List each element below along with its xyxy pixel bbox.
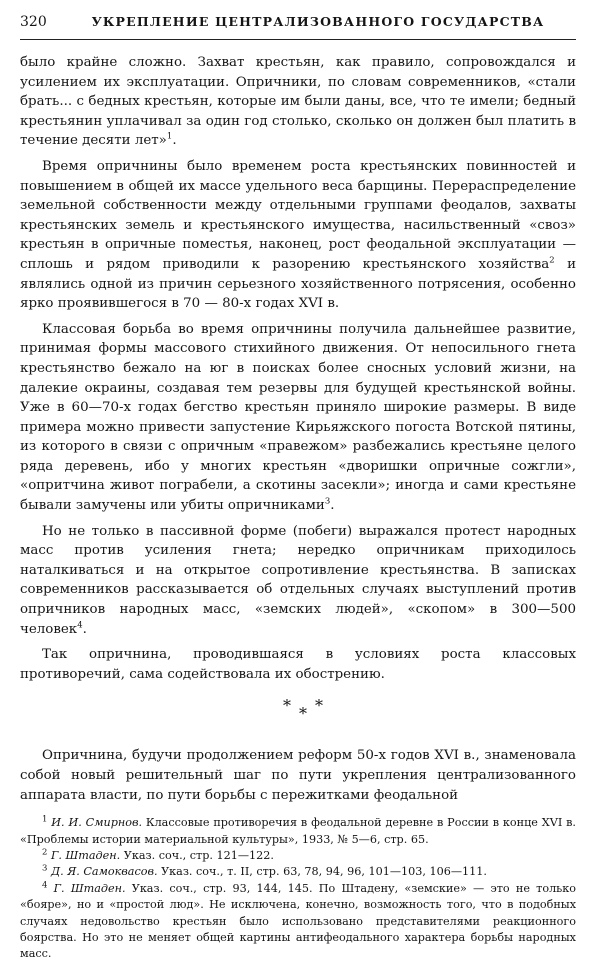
footnote-ref-2: 2	[549, 255, 555, 266]
page-header	[20, 14, 576, 40]
paragraph-1: было крайне сложно. Захват крестьян, как правило, сопровождался и усилением их эксплуатации. Опричники, по словам современников, «стали брать... с бедных крестьян, которые им были даны, все, что те имели; бедный крестьянин уплачивал за один год столько, сколько он должен был платить в течение десяти лет»$^1$.	[20, 55, 576, 149]
footnote-ref-4: 4	[77, 620, 83, 631]
paragraph-4: Но не только в пассивной форме (побеги) выражался протест народных масс против усиления гнета; нередко опричникам приходилось наталкиваться и на открытое сопротивление крестьянства. В записках современников рассказывается об отдельных случаях выступлений против опричников народных масс, «земских людей», «скопом» в 300—500 человек$^4$.	[20, 523, 576, 637]
footnote-1: $^1$ И. И. Смирнов. Классовые противоречия в феодальной деревне в России в конце XVI в. «Проблемы истории материальной культуры», 1933, № 5—6, стр. 65.	[20, 814, 576, 846]
asterisk: *	[315, 696, 333, 716]
footnote-3: $^3$ Д. Я. Самоквасов. Указ. соч., т. II, стр. 63, 78, 94, 96, 101—103, 106—111.	[42, 863, 487, 879]
footnote-ref-3: 3	[324, 496, 331, 507]
paragraph-6: Опричнина, будучи продолжением реформ 50-х годов XVI в., знаменовала собой новый решительный шаг по пути укрепления централизованного аппарата власти, по пути борьбы с пережитками феодальной	[20, 748, 576, 803]
paragraph-5: Так опричнина, проводившаяся в условиях роста классовых противоречий, сама содействовала их обострению.	[20, 647, 576, 682]
main-text	[20, 53, 576, 805]
page-number: 320	[20, 14, 47, 30]
asterisk: *	[283, 696, 301, 716]
section-asterism	[20, 696, 576, 724]
paragraph-3: Классовая борьба во время опричнины получила дальнейшее развитие, принимая формы массового стихийного движения. От непосильного гнета крестьянство бежало на юг в поисках более сносных условий жизни, на далекие окраины, создавая тем резервы для будущей крестьянской войны. Уже в 60—70-х годах бегство крестьян приняло широкие размеры. В виде примера можно привести запустение Кирьяжского погоста Вотской пятины, из которого в связи с опричным «правежом» разбежались крестьяне целого ряда деревень, ибо у многих крестьян «дворишки опричные сожгли», «опритчина живот пограбели, а скотины засекли»; иногда и сами крестьяне бывали замучены или убиты опричниками$^3$.	[20, 321, 576, 514]
footnote-ref-1: 1	[166, 131, 173, 142]
footnote-4: $^4$ Г. Штаден. Указ. соч., стр. 93, 144, 145. По Штадену, «земские» — это не только «бояре», но и «простой люд». Не исключена, конечно, возможность того, что в подобных случаях недовольство крестьян было использовано представителями реакционного боярства. Но это не меняет общей картины антифеодального характера борьбы народных масс.	[20, 880, 577, 961]
running-title: УКРЕПЛЕНИЕ ЦЕНТРАЛИЗОВАННОГО ГОСУДАРСТВА	[91, 14, 545, 29]
footnotes	[20, 815, 576, 963]
paragraph-2: Время опричнины было временем роста крестьянских повинностей и повышением в общей их массе удельного веса барщины. Перераспределение земельной собственности между отдельными группами феодалов, захваты крестьянских земель и крестьянского имущества, насильственный «своз» крестьян в опричные поместья, наконец, рост феодальной эксплуатации — сплошь и рядом приводили к разорению крестьянского хозяйства$^2$ и являлись одной из причин серьезного хозяйственного потрясения, особенно ярко проявившегося в 70 — 80-х годах XVI в.	[20, 158, 576, 312]
asterisk: *	[299, 704, 317, 724]
footnote-2: $^2$ Г. Штаден. Указ. соч., стр. 121—122.	[42, 847, 274, 862]
